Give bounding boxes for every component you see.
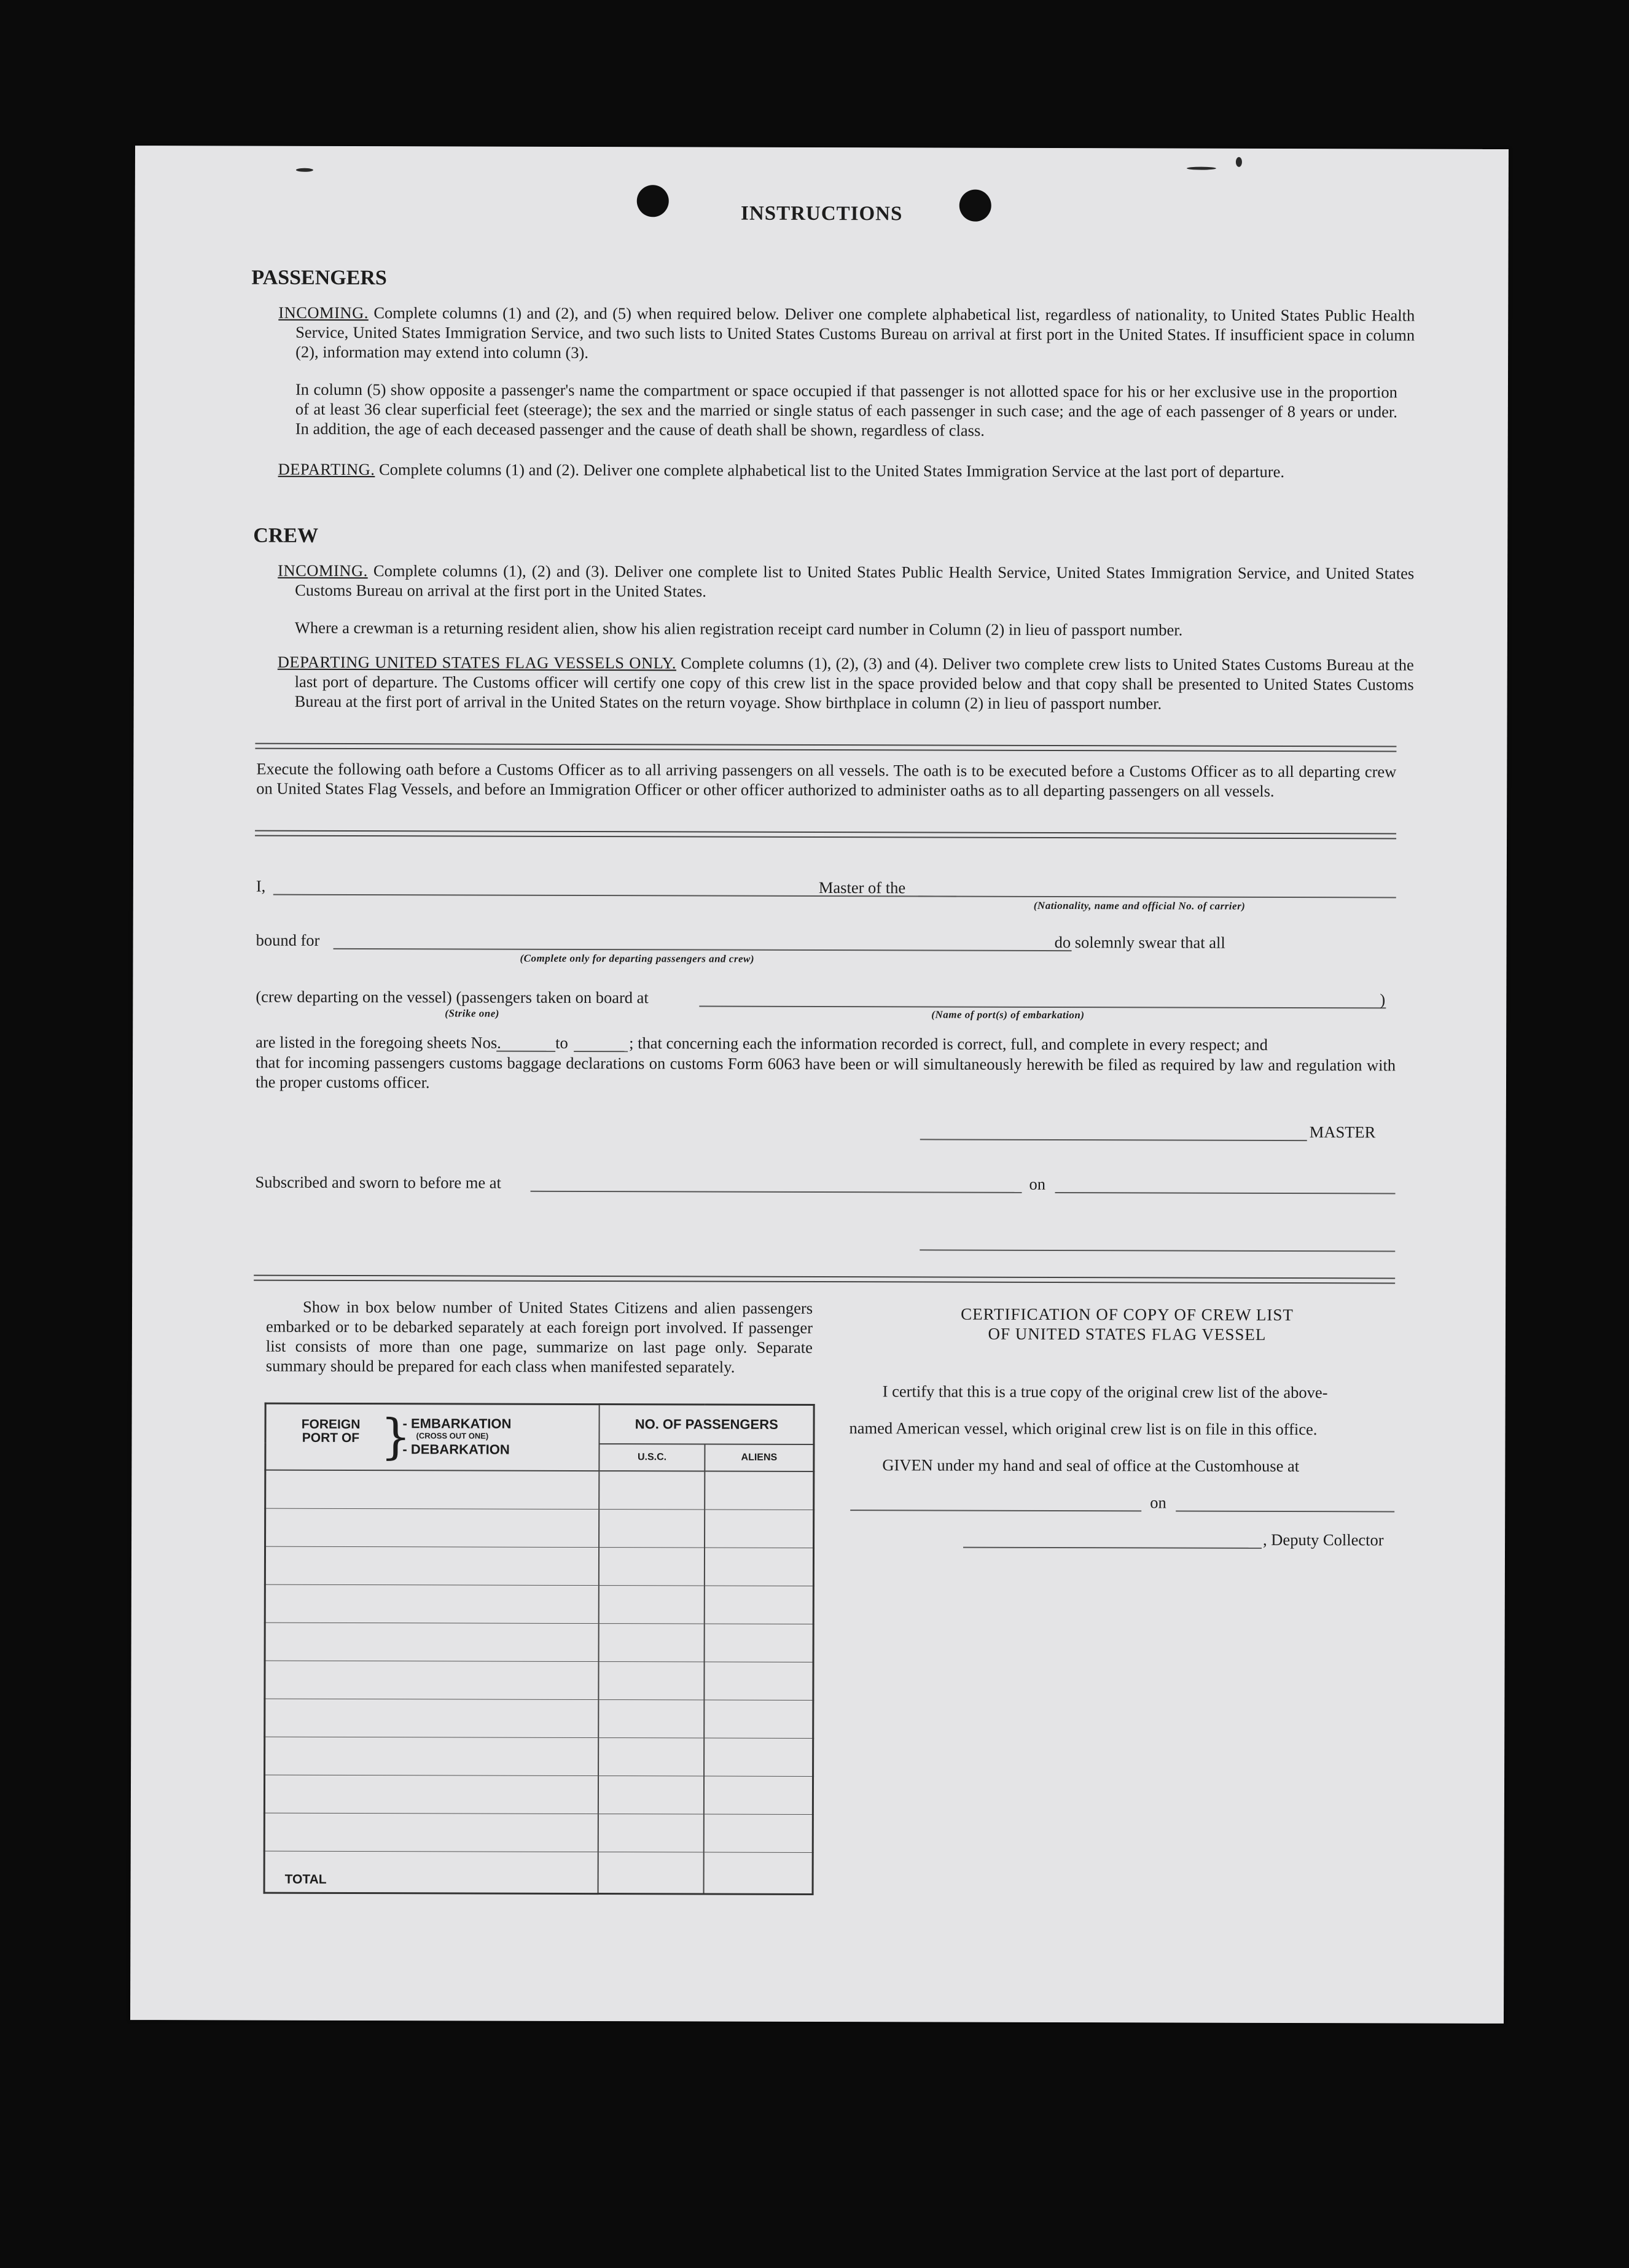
crew-resident-text: Where a crewman is a returning resident alien, show his alien registration receipt card number in Column (2) in lieu of passport number. bbox=[294, 618, 1183, 639]
table-body bbox=[264, 1470, 814, 1853]
crew-incoming-lead: INCOMING. bbox=[278, 561, 368, 580]
certification-text-1: I certify that this is a true copy of the original crew list of the above- bbox=[882, 1382, 1328, 1402]
usc-cell[interactable] bbox=[599, 1624, 705, 1662]
table-row bbox=[264, 1813, 813, 1852]
aliens-cell[interactable] bbox=[705, 1471, 814, 1510]
passengers-column5-text: In column (5) show opposite a passenger's name the compartment or space occupied if that passenger is not allotted space for his or her exclusive use in the proportion of at least 36 clear superficial feet (steerage); the sex and the married or single status of each passenger in such case; and the age of each passenger of 8 years or under. In addition, the age of each deceased passenger and the cause of death shall be shown, regardless of class. bbox=[295, 380, 1397, 440]
listed-text-2 bbox=[256, 1053, 1396, 1095]
aliens-cell[interactable] bbox=[704, 1624, 813, 1662]
bound-for-label: bound for bbox=[256, 930, 320, 949]
table-row bbox=[265, 1470, 814, 1510]
certification-text-3: GIVEN under my hand and seal of office at the Customhouse at bbox=[882, 1455, 1300, 1476]
table-row bbox=[265, 1737, 813, 1776]
total-aliens-cell[interactable] bbox=[703, 1852, 813, 1894]
usc-cell[interactable] bbox=[598, 1738, 704, 1776]
close-paren: ) bbox=[1380, 990, 1386, 1009]
crew-passengers-label: (crew departing on the vessel) (passengers taken on board at bbox=[256, 987, 649, 1007]
port-caption: (Name of port(s) of embarkation) bbox=[931, 1008, 1085, 1021]
brace-icon: } bbox=[380, 1409, 412, 1465]
passengers-incoming-text: Complete columns (1) and (2), and (5) when required below. Deliver one complete alphabetical list, regardless of nationality, to United States Public Health Service, United States Immigration Service, and two such lists to United States Customs Bureau on arrival at first port in the United States. If insufficient space in column (2), information may extend into column (3). bbox=[295, 303, 1415, 362]
subscribed-place-field[interactable] bbox=[531, 1191, 1022, 1193]
passengers-departing-para bbox=[278, 459, 1415, 482]
passengers-heading: PASSENGERS bbox=[251, 266, 387, 290]
crew-departing-lead: DEPARTING UNITED STATES FLAG VESSELS ONLY. bbox=[277, 652, 677, 672]
bound-for-field[interactable] bbox=[334, 948, 1072, 951]
carrier-field[interactable] bbox=[918, 895, 1396, 898]
foreign-port-header bbox=[265, 1403, 600, 1471]
port-cell[interactable] bbox=[265, 1584, 599, 1623]
passenger-summary-table bbox=[264, 1403, 815, 1895]
oath-instruction bbox=[256, 759, 1396, 801]
port-cell[interactable] bbox=[265, 1470, 600, 1510]
subscribed-date-field[interactable] bbox=[1055, 1192, 1396, 1194]
aliens-cell[interactable] bbox=[704, 1776, 813, 1814]
strike-caption: (Strike one) bbox=[445, 1007, 499, 1019]
table-row bbox=[265, 1699, 813, 1738]
form-page bbox=[130, 146, 1509, 2024]
crew-resident-para bbox=[295, 618, 1397, 641]
sheet-to-field[interactable] bbox=[574, 1051, 628, 1052]
listed-text-2-span: that for incoming passengers customs baggage declarations on customs Form 6063 have been or will simultaneously herewith be filed as required by law and regulation with the proper customs officer. bbox=[255, 1053, 1396, 1092]
crew-incoming-para bbox=[278, 561, 1414, 603]
certification-on-label: on bbox=[1150, 1493, 1166, 1512]
aliens-cell[interactable] bbox=[704, 1700, 813, 1738]
passengers-incoming-lead: INCOMING. bbox=[278, 303, 369, 322]
port-cell[interactable] bbox=[264, 1775, 598, 1814]
summary-note bbox=[266, 1297, 813, 1377]
no-of-passengers-header: NO. OF PASSENGERS bbox=[600, 1405, 814, 1444]
aliens-cell[interactable] bbox=[705, 1586, 814, 1624]
table-header-row bbox=[265, 1403, 814, 1444]
nationality-caption: (Nationality, name and official No. of carrier) bbox=[1033, 899, 1246, 912]
usc-cell[interactable] bbox=[599, 1548, 705, 1586]
certification-text-2: named American vessel, which original crew list is on file in this office. bbox=[849, 1419, 1318, 1439]
certification-date-field[interactable] bbox=[1176, 1511, 1394, 1513]
port-cell[interactable] bbox=[265, 1546, 599, 1585]
double-rule bbox=[254, 1275, 1395, 1284]
total-row bbox=[264, 1851, 813, 1894]
aliens-cell[interactable] bbox=[704, 1814, 813, 1852]
passengers-column5-para bbox=[295, 380, 1397, 442]
sheet-from-field[interactable] bbox=[496, 1051, 555, 1052]
to-label: to bbox=[555, 1033, 568, 1052]
certification-title-1: CERTIFICATION OF COPY OF CREW LIST bbox=[961, 1304, 1294, 1325]
usc-cell[interactable] bbox=[600, 1471, 705, 1510]
debarkation-label: - DEBARKATION bbox=[402, 1441, 510, 1457]
port-cell[interactable] bbox=[265, 1699, 599, 1737]
aliens-cell[interactable] bbox=[704, 1738, 813, 1776]
deputy-collector-signature-field[interactable] bbox=[963, 1547, 1262, 1549]
speck bbox=[1187, 167, 1216, 170]
speck bbox=[296, 168, 313, 172]
crew-departing-para bbox=[278, 652, 1414, 714]
cross-out-label: (CROSS OUT ONE) bbox=[416, 1431, 489, 1441]
master-of-label: Master of the bbox=[818, 878, 906, 897]
table-row bbox=[265, 1508, 814, 1548]
table-row bbox=[264, 1775, 813, 1814]
port-cell[interactable] bbox=[265, 1623, 599, 1661]
usc-cell[interactable] bbox=[599, 1662, 705, 1700]
table-row bbox=[265, 1661, 813, 1700]
port-cell[interactable] bbox=[265, 1508, 600, 1547]
double-rule bbox=[255, 830, 1396, 840]
total-label: TOTAL bbox=[264, 1851, 598, 1893]
certification-title-2: OF UNITED STATES FLAG VESSEL bbox=[988, 1324, 1267, 1344]
total-usc-cell[interactable] bbox=[598, 1852, 704, 1894]
passengers-departing-text: Complete columns (1) and (2). Deliver one complete alphabetical list to the United States Immigration Service at the last port of departure. bbox=[378, 460, 1285, 481]
oath-instruction-text: Execute the following oath before a Customs Officer as to all arriving passengers on all vessels. The oath is to be executed before a Customs Officer as to all departing crew on United States Flag Vessels, and before an Immigration Officer or other officer authorized to administer oaths as to all departing passengers on all vessels. bbox=[256, 759, 1397, 800]
table-row bbox=[265, 1584, 813, 1624]
port-cell[interactable] bbox=[265, 1661, 599, 1699]
double-rule bbox=[255, 743, 1396, 752]
instructions-title: INSTRUCTIONS bbox=[741, 202, 903, 225]
embarkation-label: - EMBARKATION bbox=[402, 1416, 512, 1432]
crew-departing-text: Complete columns (1), (2), (3) and (4). Deliver two complete crew lists to United States Customs Bureau at the last port of departure. The Customs officer will certify one copy of this crew list in the space provided below and that copy shall be presented to United States Customs Bureau at the first port of arrival in the United States on the return voyage. Show birthplace in column (2) in lieu of passport number. bbox=[294, 653, 1414, 713]
aliens-cell[interactable] bbox=[705, 1548, 814, 1586]
speck bbox=[1236, 157, 1242, 167]
subscribed-label: Subscribed and sworn to before me at bbox=[255, 1172, 501, 1192]
embarkation-port-field[interactable] bbox=[699, 1005, 1386, 1008]
port-cell[interactable] bbox=[265, 1737, 599, 1775]
aliens-cell[interactable] bbox=[705, 1510, 814, 1548]
table-row bbox=[265, 1546, 813, 1586]
aliens-header: ALIENS bbox=[705, 1444, 814, 1471]
port-cell[interactable] bbox=[264, 1813, 598, 1852]
oath-i-label: I, bbox=[256, 876, 266, 895]
subscribed-on-label: on bbox=[1029, 1174, 1046, 1193]
listed-label: are listed in the foregoing sheets Nos. bbox=[256, 1032, 501, 1052]
foreign-port-of-label: FOREIGN PORT OF bbox=[301, 1417, 361, 1446]
usc-cell[interactable] bbox=[599, 1586, 705, 1624]
usc-header: U.S.C. bbox=[600, 1444, 705, 1471]
master-signature-field[interactable] bbox=[920, 1139, 1307, 1141]
usc-cell[interactable] bbox=[599, 1510, 705, 1548]
usc-cell[interactable] bbox=[598, 1814, 704, 1852]
customhouse-field[interactable] bbox=[850, 1510, 1141, 1511]
usc-cell[interactable] bbox=[598, 1776, 704, 1814]
crew-heading: CREW bbox=[253, 524, 319, 547]
summary-note-text: Show in box below number of United States Citizens and alien passengers embarked or to be debarked separately at each foreign port involved. If passenger list consists of more than one page, summarize on last page only. Separate summary should be prepared for each class when manifested separately. bbox=[265, 1297, 813, 1376]
passengers-incoming-para bbox=[278, 303, 1415, 365]
usc-cell[interactable] bbox=[599, 1700, 705, 1738]
crew-incoming-text: Complete columns (1), (2) and (3). Deliver one complete list to United States Public Health Service, United States Immigration Service, and United States Customs Bureau on arrival at the first port in the United States. bbox=[295, 561, 1415, 601]
passengers-departing-lead: DEPARTING. bbox=[278, 459, 375, 479]
complete-only-caption: (Complete only for departing passengers and crew) bbox=[520, 952, 755, 965]
table-row bbox=[265, 1623, 813, 1662]
officer-signature-field[interactable] bbox=[920, 1249, 1395, 1252]
listed-text: ; that concerning each the information recorded is correct, full, and complete in every respect; and bbox=[629, 1034, 1268, 1054]
aliens-cell[interactable] bbox=[704, 1662, 813, 1700]
deputy-collector-label: , Deputy Collector bbox=[1263, 1530, 1384, 1549]
master-label: MASTER bbox=[1309, 1123, 1376, 1142]
swear-label: do solemnly swear that all bbox=[1054, 933, 1225, 952]
